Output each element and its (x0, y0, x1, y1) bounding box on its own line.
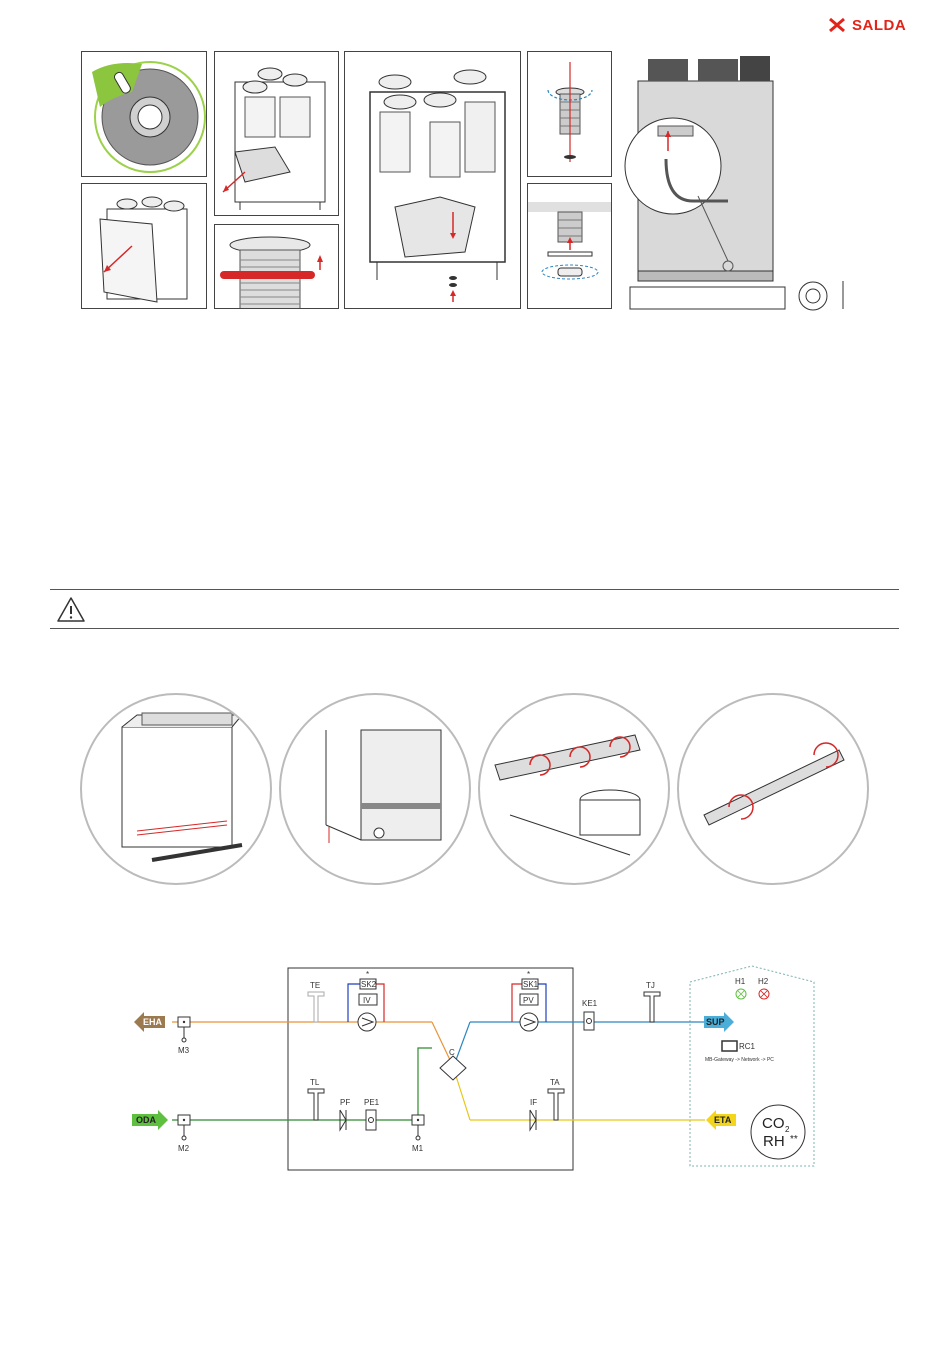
sensor-te (308, 981, 324, 1022)
panel-drain-hose-seal (214, 224, 339, 309)
drain-fitting-screw-illustration (528, 52, 612, 177)
label-if: IF (530, 1098, 538, 1107)
damper-m2 (178, 1115, 190, 1153)
label-rc1: RC1 (739, 1042, 756, 1051)
label-c: C (449, 1048, 455, 1057)
unit-front-rail-illustration (82, 695, 270, 883)
label-oda: ODA (136, 1115, 156, 1125)
label-te: TE (310, 981, 321, 990)
ventilation-schematic (0, 960, 950, 1185)
warning-bar (50, 589, 899, 629)
sup-arrow (704, 1012, 734, 1032)
label-pe1: PE1 (364, 1098, 380, 1107)
damper-m3 (178, 1017, 190, 1055)
unit-front-open-illustration (82, 184, 207, 309)
label-rh-mark: ** (790, 1134, 798, 1145)
label-pv: PV (523, 996, 534, 1005)
sensor-tl (308, 1078, 324, 1120)
label-ke1: KE1 (582, 999, 598, 1008)
preheater-pe1 (364, 1098, 380, 1130)
warning-triangle-icon (56, 596, 86, 624)
unit-drain-tray-illustration (215, 52, 339, 216)
label-sk1-star: * (527, 970, 531, 979)
unit-interior-illustration (345, 52, 521, 309)
panel-unit-drain-tray (214, 51, 339, 216)
label-m2: M2 (178, 1144, 190, 1153)
label-m1: M1 (412, 1144, 424, 1153)
filter-if (530, 1098, 537, 1130)
label-sk1: SK1 (523, 980, 539, 989)
drain-fitting-seal-illustration (528, 184, 612, 309)
label-m3: M3 (178, 1046, 190, 1055)
eta-arrow (706, 1110, 736, 1130)
panel-unit-side-drain (618, 51, 858, 313)
unit-bottom-gap-illustration (281, 695, 469, 883)
label-sk2-star: * (366, 970, 370, 979)
label-h2: H2 (758, 977, 769, 986)
circle-rail-rotation-detail (677, 693, 869, 885)
indicator-h2 (758, 977, 769, 999)
panel-unit-front-open (81, 183, 207, 309)
filter-roll-illustration (82, 52, 207, 177)
circle-top-rail-rotation (478, 693, 670, 885)
damper-m1 (412, 1115, 424, 1153)
sensor-ta (548, 1078, 564, 1120)
eha-arrow (134, 1012, 165, 1032)
panel-drain-fitting-screw (527, 51, 612, 177)
co2-rh-sensor (751, 1105, 805, 1159)
drain-hose-seal-illustration (215, 225, 339, 309)
label-co2-sub: 2 (785, 1125, 790, 1134)
label-h1: H1 (735, 977, 746, 986)
filter-pf (340, 1098, 350, 1130)
circle-unit-front-rail (80, 693, 272, 885)
remote-controller-rc1 (705, 1041, 774, 1063)
oda-arrow (132, 1110, 168, 1130)
label-eha: EHA (143, 1017, 163, 1027)
panel-unit-interior (344, 51, 521, 309)
label-co2: CO (762, 1115, 785, 1132)
label-rh: RH (763, 1133, 785, 1150)
label-sk2: SK2 (361, 980, 377, 989)
label-tj: TJ (646, 981, 655, 990)
label-pf: PF (340, 1098, 351, 1107)
sensor-tj (644, 981, 660, 1022)
rail-rotation-detail-illustration (679, 695, 867, 883)
salda-logo-icon (828, 16, 846, 34)
brand-logo (828, 12, 918, 38)
heat-exchanger-symbol (440, 1056, 466, 1080)
indicator-h1 (735, 977, 746, 999)
label-tl: TL (310, 1078, 320, 1087)
label-gateway: MB-Gateway -> Network -> PC (705, 1057, 774, 1063)
circle-unit-bottom-gap (279, 693, 471, 885)
brand-name: SALDA (852, 16, 907, 34)
label-iv: IV (363, 996, 371, 1005)
top-rail-rotation-illustration (480, 695, 668, 883)
unit-side-drain-illustration (618, 51, 858, 313)
label-eta: ETA (714, 1115, 732, 1125)
heater-ke1 (582, 999, 598, 1030)
label-ta: TA (550, 1078, 560, 1087)
panel-filter-roll (81, 51, 207, 177)
label-sup: SUP (706, 1017, 725, 1027)
panel-drain-fitting-seal (527, 183, 612, 309)
